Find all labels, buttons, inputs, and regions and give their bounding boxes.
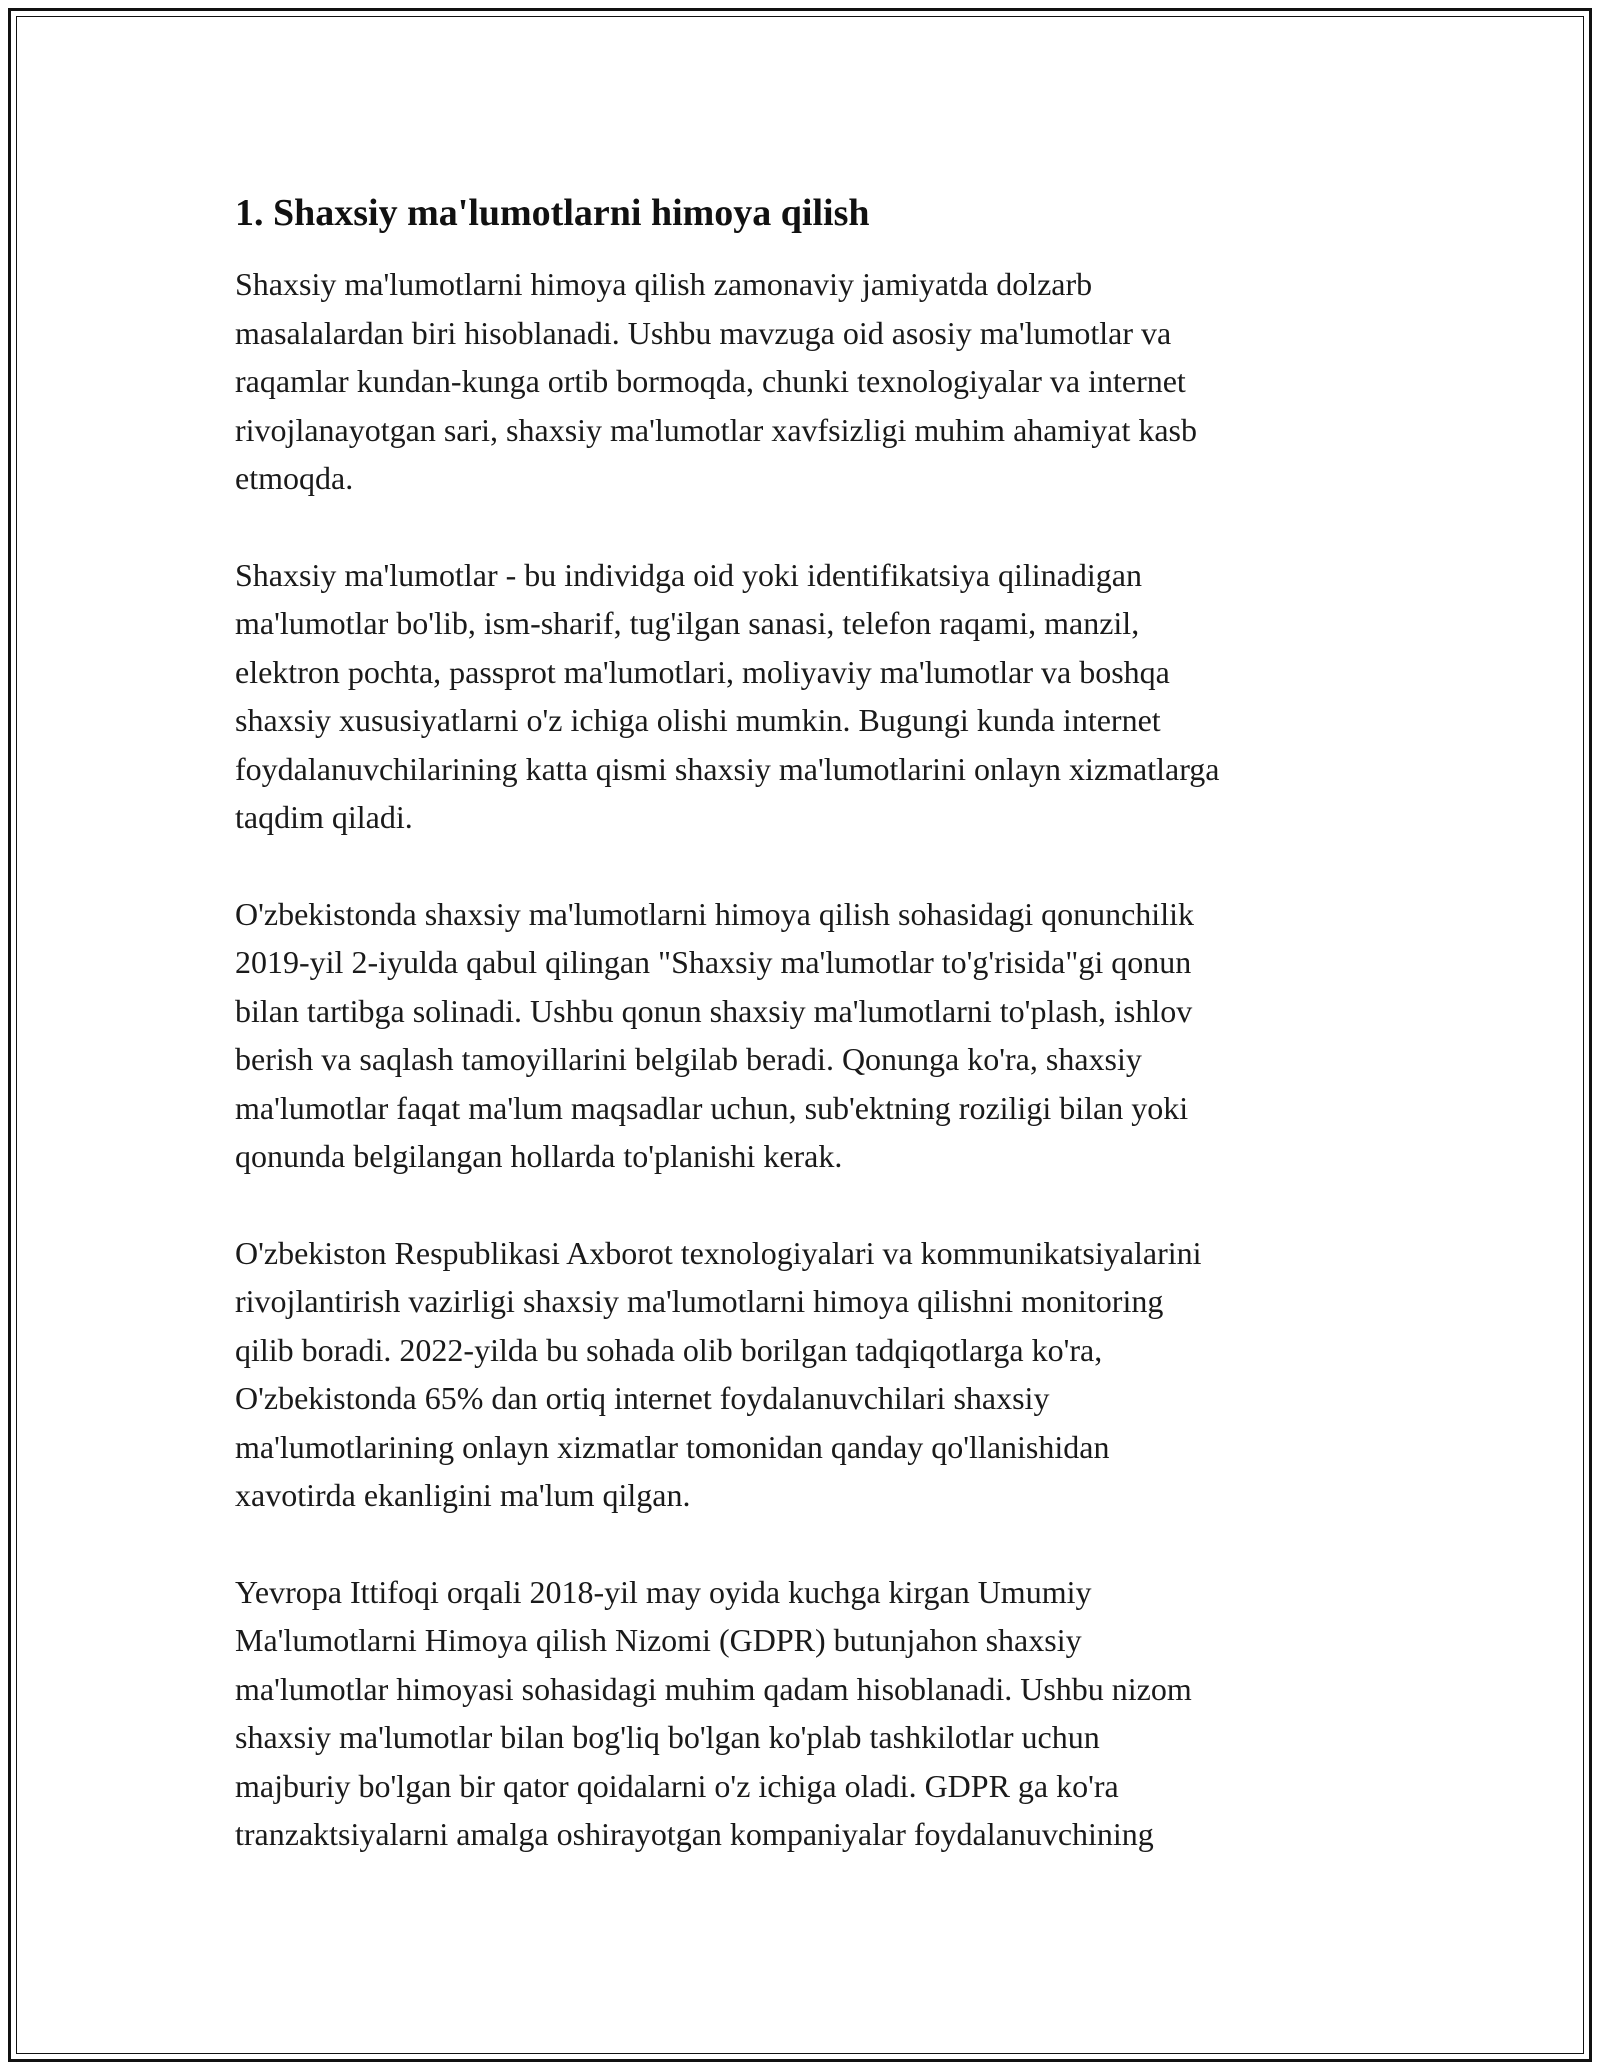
text-line: foydalanuvchilarining katta qismi shaxsiy ma'lumotlarini onlayn xizmatlarga: [235, 750, 1220, 787]
text-line: tranzaktsiyalarni amalga oshirayotgan kompaniyalar foydalanuvchining: [235, 1816, 1154, 1852]
text-line: O'zbekiston Respublikasi Axborot texnologiyalari va kommunikatsiyalarini: [235, 1234, 1202, 1271]
section-heading: 1. Shaxsiy ma'lumotlarni himoya qilish: [235, 192, 870, 234]
text-line: etmoqda.: [235, 460, 354, 496]
text-line: Ma'lumotlarni Himoya qilish Nizomi (GDPR) butunjahon shaxsiy: [235, 1622, 1082, 1658]
text-line: rivojlantirish vazirligi shaxsiy ma'lumotlarni himoya qilishni monitoring: [235, 1283, 1164, 1319]
text-line: Shaxsiy ma'lumotlar - bu individga oid yoki identifikatsiya qilinadigan: [235, 556, 1142, 593]
text-line: Shaxsiy ma'lumotlarni himoya qilish zamonaviy jamiyatda dolzarb: [235, 266, 1093, 302]
text-line: elektron pochta, passprot ma'lumotlari, moliyaviy ma'lumotlar va boshqa: [235, 653, 1170, 690]
paragraph-ministry: [235, 1229, 1375, 1520]
text-line: O'zbekistonda shaxsiy ma'lumotlarni himoya qilish sohasidagi qonunchilik: [235, 895, 1194, 932]
text-line: ma'lumotlarining onlayn xizmatlar tomonidan qanday qo'llanishidan: [235, 1428, 1110, 1465]
text-line: shaxsiy xususiyatlarni o'z ichiga olishi mumkin. Bugungi kunda internet: [235, 702, 1161, 738]
paragraph-gdpr: [235, 1568, 1375, 1859]
text-line: 2019-yil 2-iyulda qabul qilingan "Shaxsiy ma'lumotlar to'g'risida"gi qonun: [235, 944, 1192, 980]
paragraph-uzbek-law: [235, 890, 1375, 1181]
text-line: Yevropa Ittifoqi orqali 2018-yil may oyida kuchga kirgan Umumiy: [235, 1573, 1092, 1610]
paragraph-intro: [235, 260, 1375, 503]
text-line: O'zbekistonda 65% dan ortiq internet foydalanuvchilari shaxsiy: [235, 1380, 1050, 1416]
text-line: ma'lumotlar himoyasi sohasidagi muhim qadam hisoblanadi. Ushbu nizom: [235, 1670, 1192, 1707]
text-line: ma'lumotlar faqat ma'lum maqsadlar uchun, sub'ektning roziligi bilan yoki: [235, 1089, 1189, 1126]
paragraph-definition: [235, 551, 1375, 842]
text-line: majburiy bo'lgan bir qator qoidalarni o'z ichiga oladi. GDPR ga ko'ra: [235, 1767, 1119, 1804]
text-line: shaxsiy ma'lumotlar bilan bog'liq bo'lgan ko'plab tashkilotlar uchun: [235, 1719, 1100, 1755]
text-line: qonunda belgilangan hollarda to'planishi kerak.: [235, 1138, 843, 1174]
text-line: qilib boradi. 2022-yilda bu sohada olib borilgan tadqiqotlarga ko'ra,: [235, 1331, 1103, 1368]
text-line: xavotirda ekanligini ma'lum qilgan.: [235, 1477, 691, 1513]
text-line: bilan tartibga solinadi. Ushbu qonun shaxsiy ma'lumotlarni to'plash, ishlov: [235, 992, 1193, 1029]
document-body: [235, 188, 1375, 1907]
text-line: masalalardan biri hisoblanadi. Ushbu mavzuga oid asosiy ma'lumotlar va: [235, 314, 1172, 351]
text-line: raqamlar kundan-kunga ortib bormoqda, chunki texnologiyalar va internet: [235, 363, 1186, 399]
text-line: berish va saqlash tamoyillarini belgilab beradi. Qonunga ko'ra, shaxsiy: [235, 1041, 1142, 1077]
text-line: taqdim qiladi.: [235, 799, 413, 835]
text-line: ma'lumotlar bo'lib, ism-sharif, tug'ilgan sanasi, telefon raqami, manzil,: [235, 605, 1140, 641]
text-line: rivojlanayotgan sari, shaxsiy ma'lumotlar xavfsizligi muhim ahamiyat kasb: [235, 411, 1197, 448]
